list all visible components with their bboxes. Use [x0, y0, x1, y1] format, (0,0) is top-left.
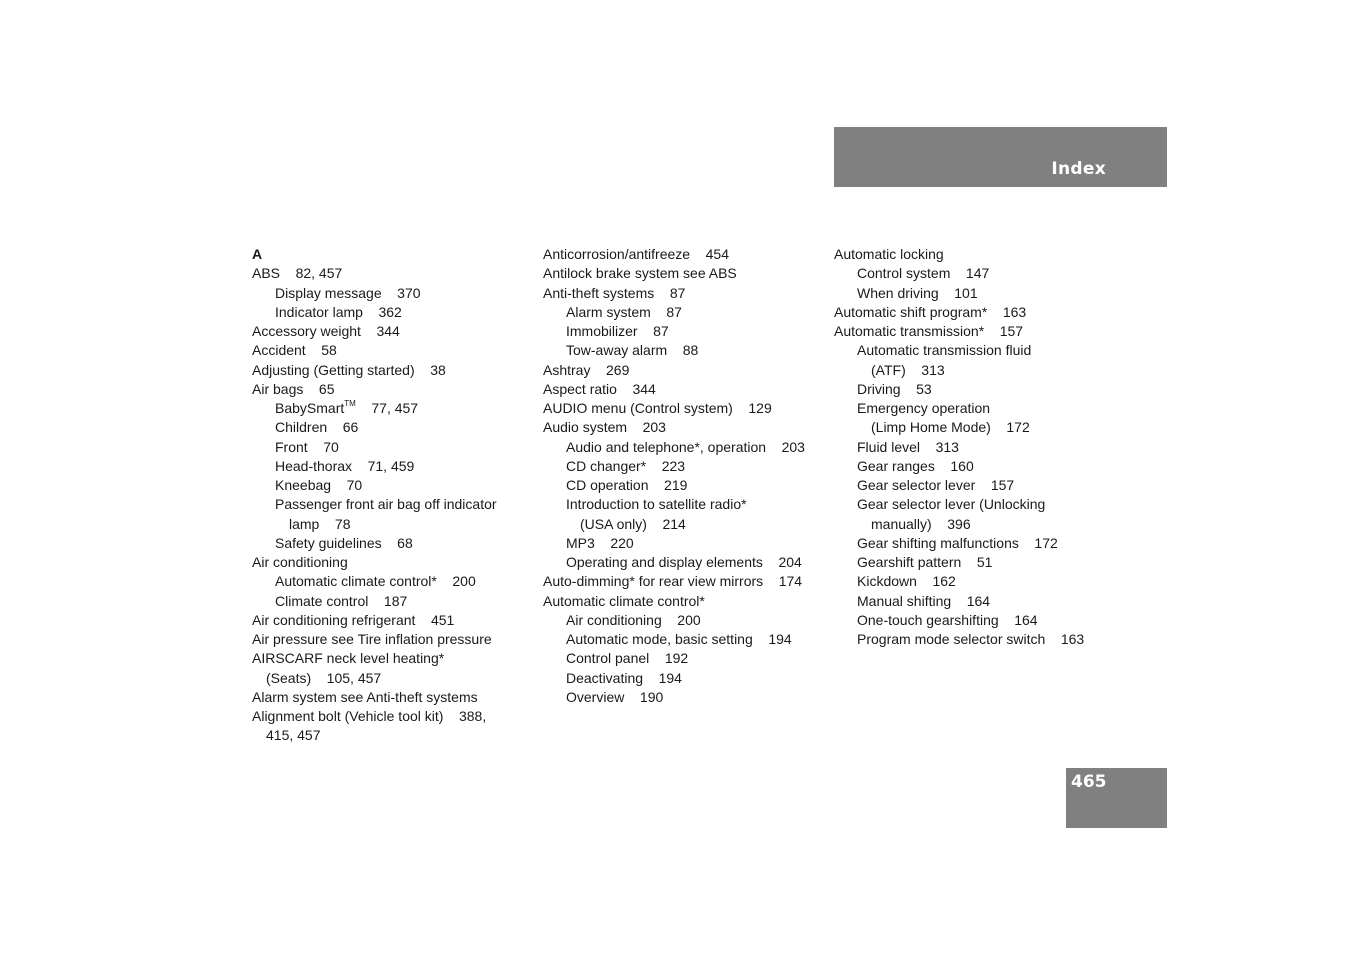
index-entry	[834, 592, 1114, 611]
index-entry	[543, 303, 823, 322]
index-entry-text: Auto-dimming* for rear view mirrors 174	[543, 573, 803, 590]
section-header-tab	[834, 127, 1167, 187]
index-entry	[252, 572, 522, 591]
index-entry	[252, 457, 522, 476]
index-entry-text: Front 70	[275, 438, 339, 455]
index-entry	[543, 592, 823, 611]
index-entry	[252, 553, 522, 572]
index-entry	[252, 726, 522, 745]
index-entry	[834, 457, 1114, 476]
index-entry	[834, 341, 1114, 360]
index-entry	[252, 495, 522, 514]
index-entry-text: Alarm system 87	[566, 303, 682, 320]
index-entry-text: lamp 78	[289, 515, 351, 532]
index-entry	[834, 264, 1114, 283]
index-entry	[834, 611, 1114, 630]
index-entry-text: Air conditioning 200	[566, 611, 701, 628]
index-entry	[252, 611, 522, 630]
index-entry-text: Kickdown 162	[857, 573, 956, 590]
section-title: Index	[1051, 159, 1106, 179]
index-entry-text: Tow-away alarm 88	[566, 342, 699, 359]
index-entry	[543, 515, 823, 534]
index-entry-text: A	[252, 246, 263, 262]
index-entry-text: (USA only) 214	[580, 515, 686, 532]
index-entry	[543, 669, 823, 688]
index-entry-text: Anticorrosion/antifreeze 454	[543, 246, 729, 262]
page-number-tab	[1066, 768, 1167, 828]
index-entry	[252, 534, 522, 553]
index-entry	[543, 611, 823, 630]
index-entry	[252, 303, 522, 322]
index-entry	[543, 264, 823, 283]
index-column-1	[252, 245, 522, 746]
index-entry-text: Gear shifting malfunctions 172	[857, 534, 1058, 551]
index-entry	[834, 361, 1114, 380]
index-entry-text: Climate control 187	[275, 592, 408, 609]
index-entry	[543, 361, 823, 380]
index-entry-text: Ashtray 269	[543, 361, 630, 378]
index-entry	[252, 707, 522, 726]
index-entry-pages: 77, 457	[355, 400, 419, 416]
index-entry	[543, 476, 823, 495]
index-entry	[252, 361, 522, 380]
index-entry	[252, 380, 522, 399]
index-entry-text: Automatic transmission* 157	[834, 323, 1024, 339]
index-entry-text: (Seats) 105, 457	[266, 669, 382, 686]
index-entry-text: Safety guidelines 68	[275, 534, 413, 551]
index-entry-text: Gear ranges 160	[857, 457, 974, 474]
index-entry-text: Emergency operation	[857, 400, 991, 416]
index-entry	[543, 630, 823, 649]
index-entry	[543, 380, 823, 399]
index-entry-text: Driving 53	[857, 380, 932, 397]
index-entry-text: Anti-theft systems 87	[543, 284, 686, 301]
index-entry-text: Antilock brake system see ABS	[543, 265, 737, 282]
index-entry	[543, 534, 823, 553]
index-entry-text: Alarm system see Anti-theft systems	[252, 688, 478, 705]
index-entry-text: Fluid level 313	[857, 438, 959, 455]
index-entry-text: Adjusting (Getting started) 38	[252, 361, 446, 378]
index-entry-text: Overview 190	[566, 688, 664, 705]
index-entry-text: 415, 457	[266, 727, 321, 744]
index-entry-text: Automatic transmission fluid	[857, 342, 1032, 359]
index-entry	[834, 245, 1114, 264]
index-entry-text: Introduction to satellite radio*	[566, 496, 747, 513]
index-entry-text: manually) 396	[871, 515, 971, 532]
index-entry-text: Kneebag 70	[275, 477, 363, 493]
index-entry	[834, 515, 1114, 534]
index-entry	[252, 438, 522, 457]
index-column-2	[543, 245, 823, 707]
index-entry-text: Air bags 65	[252, 380, 335, 397]
index-entry	[543, 649, 823, 668]
index-entry	[543, 418, 823, 437]
index-entry-text: Automatic climate control* 200	[275, 573, 476, 590]
index-entry	[543, 553, 823, 572]
index-entry	[834, 380, 1114, 399]
index-entry-text: Automatic mode, basic setting 194	[566, 631, 792, 647]
index-entry	[252, 688, 522, 707]
index-entry-text: Air conditioning refrigerant 451	[252, 611, 455, 628]
index-entry-text: Automatic locking	[834, 246, 944, 262]
index-entry-text: BabySmart	[275, 400, 345, 416]
index-entry	[252, 399, 522, 418]
index-entry-text: Deactivating 194	[566, 669, 682, 686]
index-entry	[834, 476, 1114, 495]
index-entry	[543, 572, 823, 591]
index-entry-text: When driving 101	[857, 284, 978, 301]
index-entry	[252, 649, 522, 668]
index-entry	[252, 322, 522, 341]
index-letter-heading	[252, 245, 522, 264]
index-entry	[252, 418, 522, 437]
index-entry-text: Gearshift pattern 51	[857, 554, 993, 570]
index-entry-text: Aspect ratio 344	[543, 380, 656, 397]
index-entry-text: Operating and display elements 204	[566, 554, 802, 570]
trademark-superscript: TM	[344, 399, 356, 408]
index-entry-text: (Limp Home Mode) 172	[871, 419, 1030, 436]
index-entry	[834, 534, 1114, 553]
index-entry-text: AUDIO menu (Control system) 129	[543, 400, 772, 416]
index-entry-text: (ATF) 313	[871, 361, 945, 378]
index-entry-text: Indicator lamp 362	[275, 303, 402, 320]
index-column-3	[834, 245, 1114, 649]
index-entry-text: Air pressure see Tire inflation pressure	[252, 631, 492, 647]
index-entry	[252, 341, 522, 360]
index-entry-text: Manual shifting 164	[857, 592, 991, 609]
index-entry	[834, 418, 1114, 437]
index-entry-text: Head-thorax 71, 459	[275, 457, 415, 474]
index-entry-text: Children 66	[275, 419, 359, 436]
index-entry-text: Gear selector lever 157	[857, 477, 1015, 493]
index-entry	[834, 630, 1114, 649]
index-entry	[834, 495, 1114, 514]
index-entry	[252, 284, 522, 303]
index-entry-text: Audio and telephone*, operation 203	[566, 438, 805, 455]
index-entry-text: Immobilizer 87	[566, 323, 669, 339]
index-entry	[834, 553, 1114, 572]
index-entry-text: MP3 220	[566, 534, 634, 551]
index-entry	[543, 341, 823, 360]
index-entry	[252, 515, 522, 534]
index-entry-text: Audio system 203	[543, 419, 666, 436]
index-entry-text: ABS 82, 457	[252, 265, 343, 282]
index-entry	[543, 245, 823, 264]
index-entry	[252, 669, 522, 688]
index-entry-text: Alignment bolt (Vehicle tool kit) 388,	[252, 708, 487, 724]
index-entry	[543, 438, 823, 457]
index-entry	[543, 457, 823, 476]
index-entry-text: Gear selector lever (Unlocking	[857, 496, 1046, 513]
index-entry	[543, 688, 823, 707]
index-entry-text: Passenger front air bag off indicator	[275, 496, 497, 513]
index-entry-text: CD operation 219	[566, 477, 688, 493]
index-entry	[543, 399, 823, 418]
index-entry	[252, 630, 522, 649]
index-entry-text: Accessory weight 344	[252, 323, 400, 339]
index-entry	[543, 322, 823, 341]
index-entry	[834, 303, 1114, 322]
index-entry	[834, 284, 1114, 303]
index-entry-text: One-touch gearshifting 164	[857, 611, 1038, 628]
index-entry-text: Accident 58	[252, 342, 337, 359]
index-entry	[834, 572, 1114, 591]
index-entry-text: Display message 370	[275, 284, 421, 301]
index-entry-text: AIRSCARF neck level heating*	[252, 650, 445, 667]
index-entry	[543, 495, 823, 514]
index-entry	[834, 322, 1114, 341]
index-entry-text: Air conditioning	[252, 554, 348, 570]
index-entry	[252, 592, 522, 611]
index-entry	[252, 476, 522, 495]
index-entry-text: Program mode selector switch 163	[857, 631, 1085, 647]
index-entry-text: Automatic shift program* 163	[834, 303, 1027, 320]
index-entry-text: CD changer* 223	[566, 457, 686, 474]
index-entry	[834, 399, 1114, 418]
index-entry-text: Control system 147	[857, 265, 990, 282]
index-entry	[543, 284, 823, 303]
index-entry	[252, 264, 522, 283]
index-entry-text: Control panel 192	[566, 650, 689, 667]
page-number: 465	[1071, 772, 1107, 792]
index-entry-text: Automatic climate control*	[543, 592, 705, 609]
index-entry	[834, 438, 1114, 457]
